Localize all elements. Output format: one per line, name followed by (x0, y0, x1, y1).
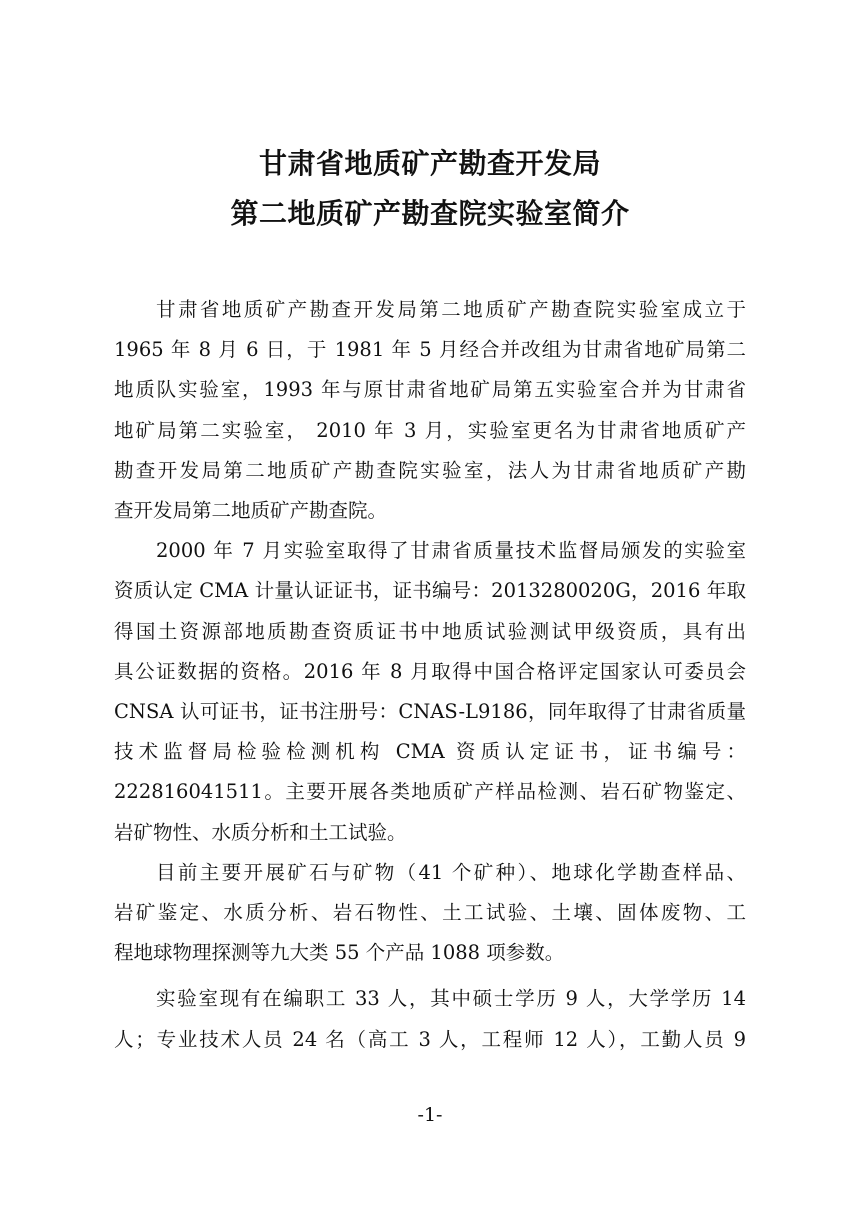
paragraph-line: 程地球物理探测等九大类 55 个产品 1088 项参数。 (114, 941, 565, 965)
paragraph-history (114, 290, 746, 531)
paragraph-line: 地矿局第二实验室， 2010 年 3 月，实验室更名为甘肃省地质矿产 (114, 418, 746, 442)
document-title-line-2: 第二地质矿产勘查院实验室简介 (230, 197, 630, 230)
paragraph-staff (114, 979, 746, 1059)
paragraph-line: CNSA 认可证书，证书注册号：CNAS-L9186，同年取得了甘肃省质量 (114, 700, 746, 724)
paragraph-line: 具公证数据的资格。2016 年 8 月取得中国合格评定国家认可委员会 (114, 659, 746, 683)
paragraph-line: 人；专业技术人员 24 名（高工 3 人，工程师 12 人），工勤人员 9 (114, 1027, 746, 1051)
paragraph-line: 地质队实验室，1993 年与原甘肃省地矿局第五实验室合并为甘肃省 (114, 378, 746, 402)
document-title-line-1: 甘肃省地质矿产勘查开发局 (258, 147, 601, 180)
paragraph-line: 222816041511。主要开展各类地质矿产样品检测、岩石矿物鉴定、 (114, 780, 746, 804)
paragraph-line: 岩矿鉴定、水质分析、岩石物性、土工试验、土壤、固体废物、工 (114, 901, 746, 925)
paragraph-line: 勘查开发局第二地质矿产勘查院实验室，法人为甘肃省地质矿产勘 (114, 458, 746, 482)
paragraph-line: 2000 年 7 月实验室取得了甘肃省质量技术监督局颁发的实验室 (156, 539, 746, 563)
paragraph-line: 实验室现有在编职工 33 人，其中硕士学历 9 人，大学学历 14 (156, 987, 746, 1011)
document-body (114, 290, 746, 1060)
paragraph-line: 1965 年 8 月 6 日，于 1981 年 5 月经合并改组为甘肃省地矿局第二 (114, 338, 746, 362)
paragraph-line: 得国土资源部地质勘查资质证书中地质试验测试甲级资质，具有出 (114, 619, 746, 643)
paragraph-line: 技术监督局检验检测机构 CMA 资质认定证书，证书编号： (114, 740, 746, 764)
paragraph-line: 资质认定 CMA 计量认证证书，证书编号：2013280020G，2016 年取 (114, 579, 746, 603)
paragraph-line: 岩矿物性、水质分析和土工试验。 (114, 820, 407, 844)
paragraph-line: 查开发局第二地质矿产勘查院。 (114, 499, 388, 523)
paragraph-line: 目前主要开展矿石与矿物（41 个矿种）、地球化学勘查样品、 (156, 860, 746, 884)
page-number: -1- (417, 1104, 443, 1126)
paragraph-qualifications (114, 531, 746, 853)
paragraph-scope (114, 853, 746, 974)
paragraph-line: 甘肃省地质矿产勘查开发局第二地质矿产勘查院实验室成立于 (156, 298, 746, 321)
